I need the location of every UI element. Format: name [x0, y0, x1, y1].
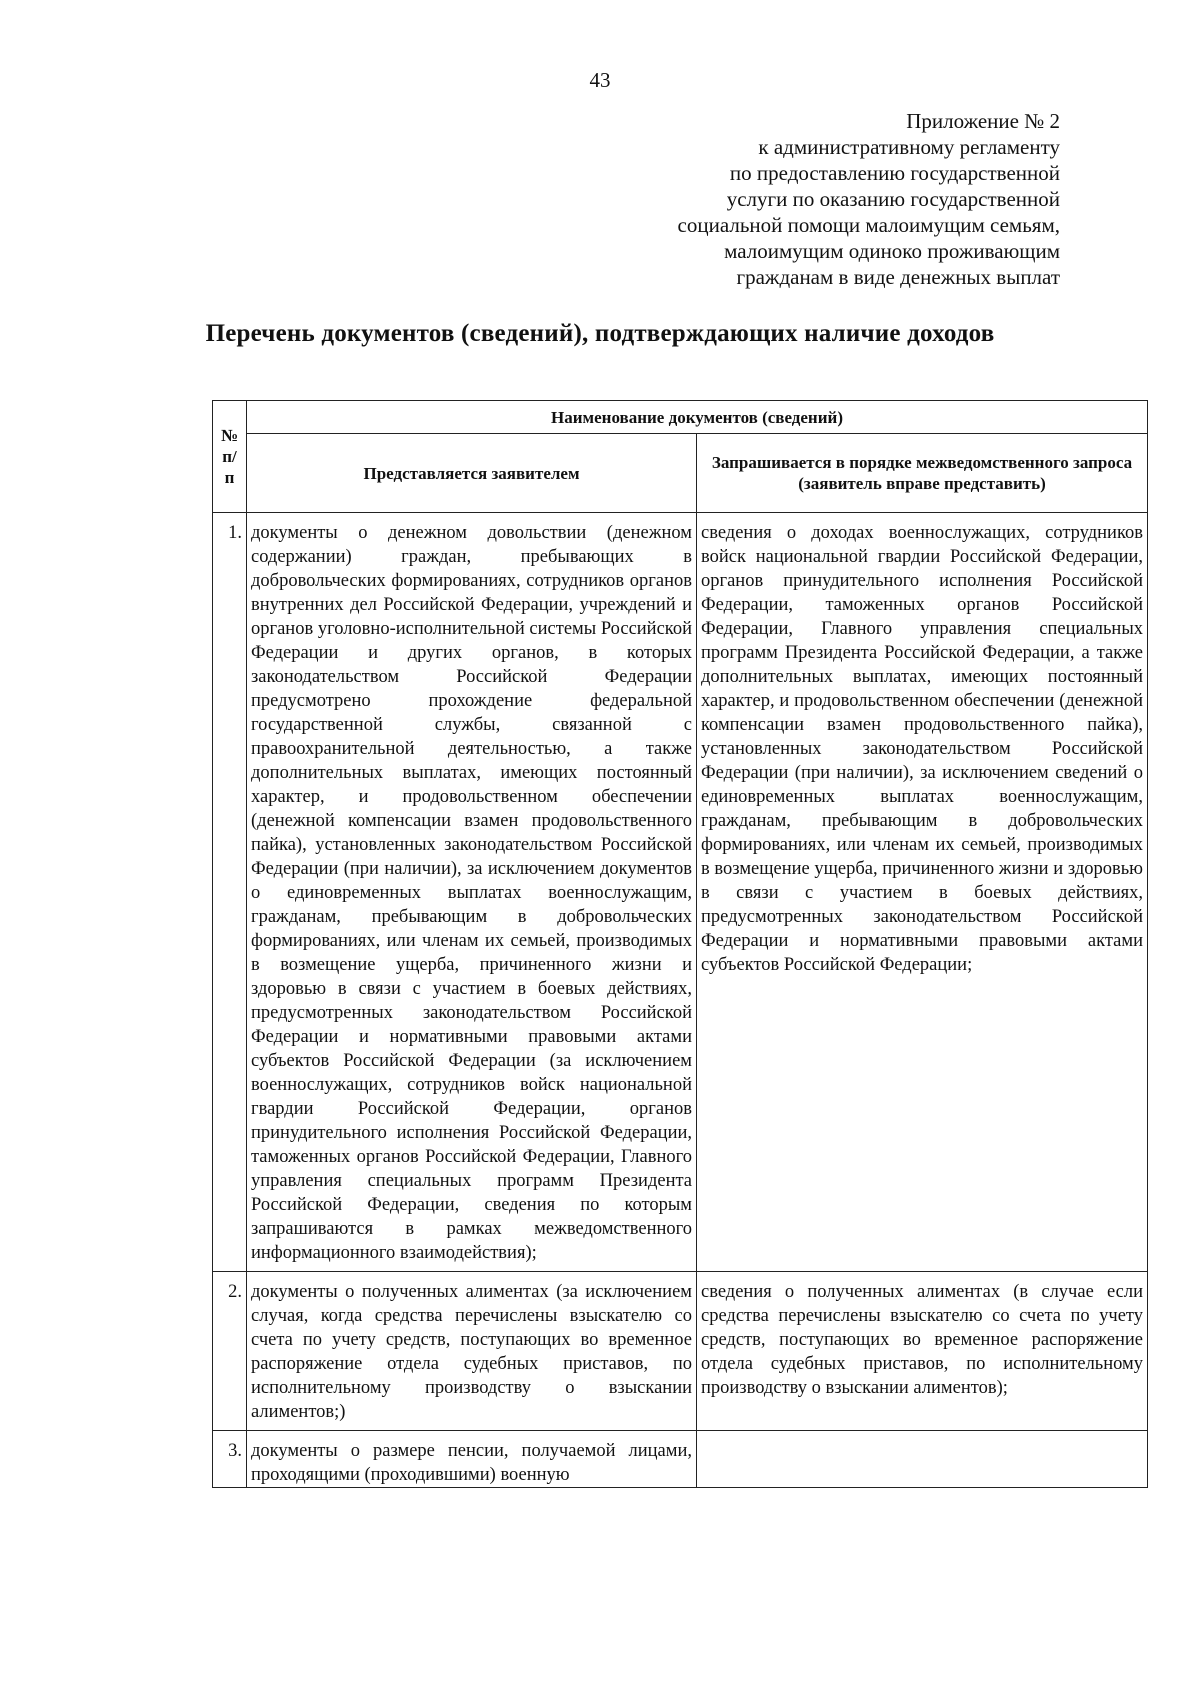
page-number: 43: [589, 68, 611, 92]
appendix-header: [540, 108, 1060, 290]
table-row: [213, 513, 1148, 1272]
interdepartmental-cell: [697, 1431, 1148, 1488]
table-row: [213, 1431, 1148, 1488]
interdepartmental-cell: сведения о доходах военнослужащих, сотрудников войск национальной гвардии Российской Федерации, органов принудительного исполнения Российской Федерации, таможенных органов Российской Федерации, Главного управления специальных программ Президента Российской Федерации, а также дополнительных выплатах, имеющих постоянный характер, и продовольственном обеспечении (денежной компенсации взамен продовольственного пайка), установленных законодательством Российской Федерации (при наличии), за исключением сведений о единовременных выплатах военнослужащим, гражданам, пребывающим в добровольческих формированиях, или членам их семьей, производимых в возмещение ущерба, причиненного жизни и здоровью в связи с участием в боевых действиях, предусмотренных законодательством Российской Федерации и нормативными правовыми актами субъектов Российской Федерации;: [697, 513, 1148, 1272]
appendix-line: Приложение № 2: [906, 109, 1060, 133]
appendix-line: малоимущим одиноко проживающим: [724, 239, 1060, 263]
row-number: 2.: [213, 1272, 247, 1431]
appendix-line: услуги по оказанию государственной: [726, 187, 1060, 211]
applicant-cell: документы о размере пенсии, получаемой лицами, проходящими (проходившими) военную: [247, 1431, 697, 1488]
appendix-line: к административному регламенту: [758, 135, 1060, 159]
appendix-line: по предоставлению государственной: [729, 161, 1060, 185]
row-number: 3.: [213, 1431, 247, 1488]
table-row: [213, 1272, 1148, 1431]
document-title: Перечень документов (сведений), подтверждающих наличие доходов: [205, 320, 995, 347]
header-applicant: Представляется заявителем: [247, 434, 697, 513]
appendix-line: гражданам в виде денежных выплат: [736, 265, 1060, 289]
applicant-cell: документы о денежном довольствии (денежном содержании) граждан, пребывающих в добровольческих формированиях, сотрудников органов внутренних дел Российской Федерации, учреждений и органов уголовно-исполнительной системы Российской Федерации и других органов, в которых законодательством Российской Федерации предусмотрено прохождение федеральной государственной службы, связанной с правоохранительной деятельностью, а также дополнительных выплатах, имеющих постоянный характер, и продовольственном обеспечении (денежной компенсации взамен продовольственного пайка), установленных законодательством Российской Федерации (при наличии), за исключением документов о единовременных выплатах военнослужащим, гражданам, пребывающим в добровольческих формированиях, или членам их семьей, производимых в возмещение ущерба, причиненного жизни и здоровью в связи с участием в боевых действиях, предусмотренных законодательством Российской Федерации и нормативными правовыми актами субъектов Российской Федерации (за исключением военнослужащих, сотрудников войск национальной гвардии Российской Федерации, органов принудительного исполнения Российской Федерации, таможенных органов Российской Федерации, Главного управления специальных программ Президента Российской Федерации, сведения по которым запрашиваются в рамках межведомственного информационного взаимодействия);: [247, 513, 697, 1272]
documents-table: [212, 400, 1148, 1488]
row-number: 1.: [213, 513, 247, 1272]
header-number: № п/ п: [213, 401, 247, 513]
header-interdepartmental: Запрашивается в порядке межведомственного запроса (заявитель вправе представить): [697, 434, 1148, 513]
interdepartmental-cell: сведения о полученных алиментах (в случае если средства перечислены взыскателю со счета по учету средств, поступающих во временное распоряжение отдела судебных приставов, по исполнительному производству о взыскании алиментов);: [697, 1272, 1148, 1431]
appendix-line: социальной помощи малоимущим семьям,: [677, 213, 1060, 237]
header-group: Наименование документов (сведений): [247, 401, 1148, 434]
applicant-cell: документы о полученных алиментах (за исключением случая, когда средства перечислены взыскателю со счета по учету средств, поступающих во временное распоряжение отдела судебных приставов, по исполнительному производству о взыскании алиментов;): [247, 1272, 697, 1431]
